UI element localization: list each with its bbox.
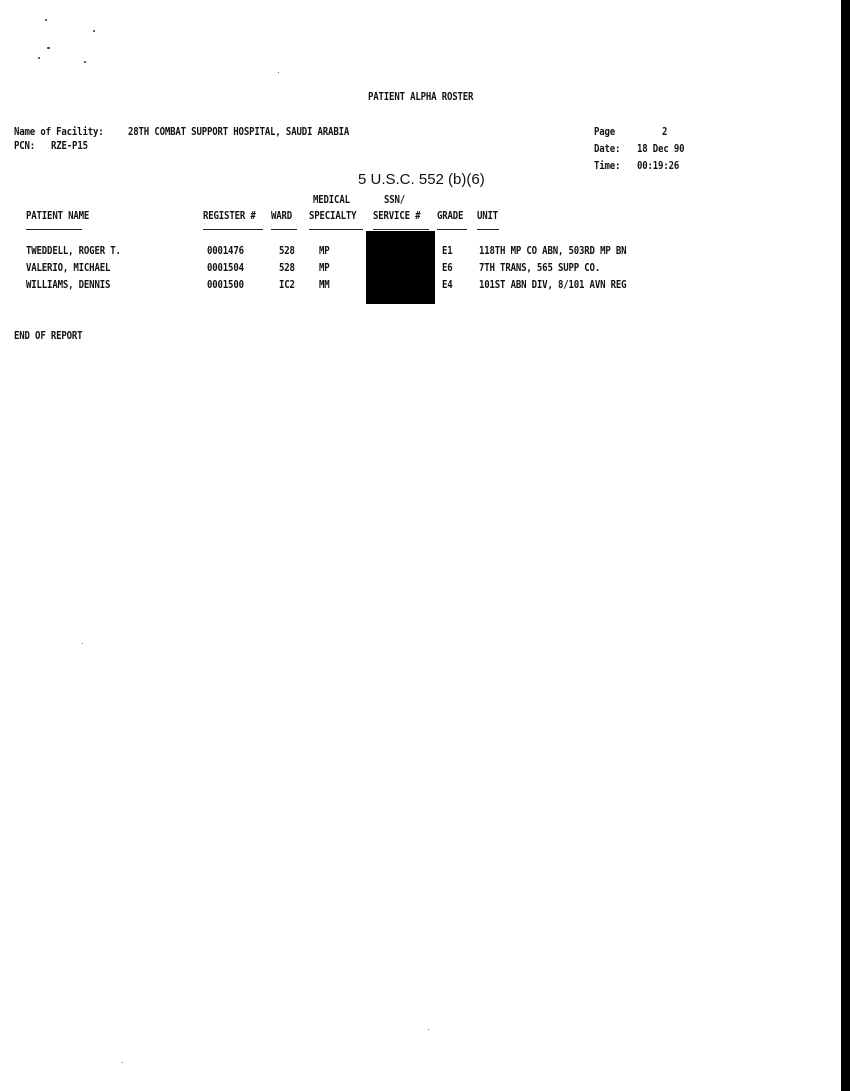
row-ward: 528 bbox=[279, 245, 295, 257]
scan-speck bbox=[45, 19, 47, 21]
rule-grade bbox=[437, 229, 467, 230]
rule-patient-name bbox=[26, 229, 82, 230]
facility-label: Name of Facility: bbox=[14, 126, 104, 138]
scan-speck bbox=[428, 1029, 429, 1030]
rule-specialty bbox=[309, 229, 363, 230]
row-specialty: MP bbox=[319, 262, 330, 274]
scan-speck bbox=[122, 1062, 123, 1063]
row-grade: E4 bbox=[442, 279, 453, 291]
row-specialty: MP bbox=[319, 245, 330, 257]
row-grade: E1 bbox=[442, 245, 453, 257]
row-name: VALERIO, MICHAEL bbox=[26, 262, 111, 274]
col-patient-name: PATIENT NAME bbox=[26, 210, 90, 222]
pcn-label: PCN: bbox=[14, 140, 36, 152]
row-register: 0001500 bbox=[207, 279, 244, 291]
scan-speck bbox=[47, 47, 50, 49]
col-medical-specialty: SPECIALTY bbox=[309, 210, 357, 222]
date-value: 18 Dec 90 bbox=[637, 143, 685, 155]
col-medical-top: MEDICAL bbox=[313, 194, 350, 206]
row-ward: 528 bbox=[279, 262, 295, 274]
pcn-value: RZE-P15 bbox=[51, 140, 88, 152]
row-register: 0001504 bbox=[207, 262, 244, 274]
col-unit: UNIT bbox=[477, 210, 499, 222]
rule-register bbox=[203, 229, 263, 230]
scan-border-edge bbox=[841, 0, 850, 1091]
rule-service bbox=[373, 229, 429, 230]
col-service-number: SERVICE # bbox=[373, 210, 421, 222]
row-unit: 118TH MP CO ABN, 503RD MP BN bbox=[479, 245, 627, 257]
col-grade: GRADE bbox=[437, 210, 464, 222]
facility-value: 28TH COMBAT SUPPORT HOSPITAL, SAUDI ARABIA bbox=[128, 126, 350, 138]
report-title: PATIENT ALPHA ROSTER bbox=[368, 91, 474, 103]
row-name: TWEDDELL, ROGER T. bbox=[26, 245, 121, 257]
row-ward: IC2 bbox=[279, 279, 295, 291]
page-number: 2 bbox=[662, 126, 668, 138]
col-ward: WARD bbox=[271, 210, 293, 222]
rule-ward bbox=[271, 229, 297, 230]
scan-speck bbox=[82, 643, 83, 644]
end-of-report: END OF REPORT bbox=[14, 330, 83, 342]
scan-speck bbox=[84, 61, 86, 63]
row-unit: 101ST ABN DIV, 8/101 AVN REG bbox=[479, 279, 627, 291]
scan-speck bbox=[278, 72, 279, 73]
ssn-redaction-block bbox=[366, 231, 435, 304]
page-label: Page bbox=[594, 126, 616, 138]
row-name: WILLIAMS, DENNIS bbox=[26, 279, 111, 291]
col-ssn-top: SSN/ bbox=[384, 194, 406, 206]
foia-exemption-stamp: 5 U.S.C. 552 (b)(6) bbox=[358, 171, 485, 188]
row-specialty: MM bbox=[319, 279, 330, 291]
scan-speck bbox=[93, 30, 95, 32]
col-register: REGISTER # bbox=[203, 210, 256, 222]
scan-speck bbox=[38, 57, 40, 59]
time-value: 00:19:26 bbox=[637, 160, 680, 172]
time-label: Time: bbox=[594, 160, 621, 172]
date-label: Date: bbox=[594, 143, 621, 155]
rule-unit bbox=[477, 229, 499, 230]
row-grade: E6 bbox=[442, 262, 453, 274]
row-register: 0001476 bbox=[207, 245, 244, 257]
row-unit: 7TH TRANS, 565 SUPP CO. bbox=[479, 262, 601, 274]
